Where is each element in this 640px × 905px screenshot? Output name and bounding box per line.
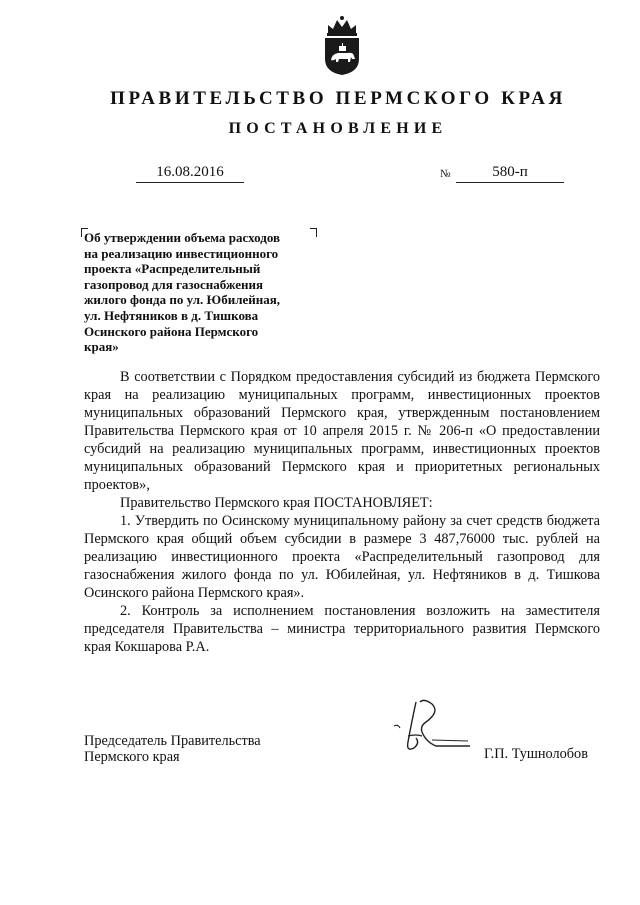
signatory-position <box>84 733 261 765</box>
subject-line: на реализацию инвестиционного <box>84 245 279 261</box>
government-title: ПРАВИТЕЛЬСТВО ПЕРМСКОГО КРАЯ <box>110 88 566 109</box>
document-subject <box>84 230 320 355</box>
subject-line: проекта «Распределительный <box>84 261 261 277</box>
subject-line: края» <box>84 339 119 355</box>
subject-line: газопровод для газоснабжения <box>84 276 264 292</box>
resolves-paragraph: Правительство Пермского края ПОСТАНОВЛЯЕТ: <box>120 495 433 511</box>
subject-corner-left <box>81 228 88 237</box>
position-line: Пермского края <box>84 749 180 765</box>
document-number: 580-п <box>456 163 564 183</box>
preamble-paragraph: В соответствии с Порядком предоставления субсидий из бюджета Пермского края на реализацию муниципальных программ, инвестиционных проектов муниципальных образований Пермского края, утвержденным постановлением Правительства Пермского края от 10 апреля 2015 г. № 206-п «О предоставлении субсидий на реализацию муниципальных программ, инвестиционных проектов муниципальных образований Пермского края и приоритетных региональных проектов», <box>84 369 600 493</box>
handwritten-signature-icon <box>386 696 482 758</box>
subject-corner-right <box>310 228 317 237</box>
item-2-paragraph: 2. Контроль за исполнением постановления возложить на заместителя председателя Правительства – министра территориального развития Пермского края Кокшарова Р.А. <box>84 603 600 655</box>
subject-line: ул. Нефтяников в д. Тишкова <box>84 307 259 323</box>
subject-line: жилого фонда по ул. Юбилейная, <box>84 292 281 308</box>
signatory-name: Г.П. Тушнолобов <box>484 746 588 762</box>
subject-line: Об утверждении объема расходов <box>84 230 281 245</box>
subject-line: Осинского района Пермского <box>84 323 259 339</box>
document-type: ПОСТАНОВЛЕНИЕ <box>228 120 448 137</box>
item-1-paragraph: 1. Утвердить по Осинскому муниципальному району за счет средств бюджета Пермского края общий объем субсидии в размере 3 487,76000 тыс. рублей на реализацию инвестиционного проекта «Распределительный газопровод для газоснабжения жилого фонда по ул. Юбилейная, ул. Нефтяников в д. Тишкова Осинского района Пермского края». <box>84 513 600 601</box>
position-line: Председатель Правительства <box>84 733 261 749</box>
coat-of-arms-icon <box>322 14 362 76</box>
document-date: 16.08.2016 <box>136 163 244 183</box>
number-sign: № <box>440 168 451 180</box>
document-body <box>84 368 600 656</box>
